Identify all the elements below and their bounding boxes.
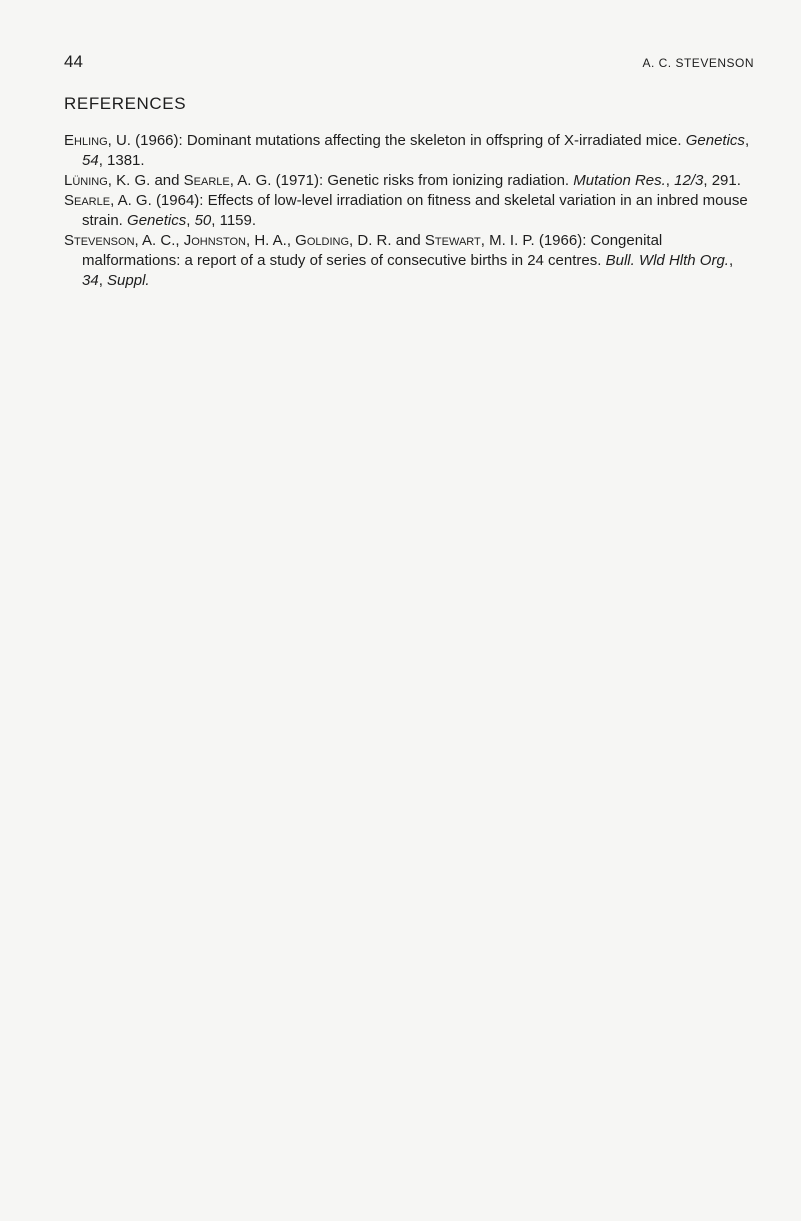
reference-item: Searle, A. G. (1964): Effects of low-level irradiation on fitness and skeletal variation in an inbred mouse strain. Genetics, 50, 1159. [64, 192, 748, 229]
reference-pages: 291. [711, 172, 741, 189]
reference-volume: 12/3 [674, 172, 704, 189]
reference-pages: Suppl. [107, 272, 150, 289]
reference-journal: Genetics [685, 132, 745, 149]
reference-authors: Lüning, K. G. [64, 172, 151, 189]
reference-authors: Stewart, M. I. P. [424, 232, 535, 249]
reference-year: (1964): [155, 192, 204, 209]
reference-journal: Genetics [127, 212, 187, 229]
reference-item: Lüning, K. G. and Searle, A. G. (1971): Genetic risks from ionizing radiation. Mutation Res., 12/3, 291. [64, 172, 741, 189]
reference-journal: Bull. Wld Hlth Org. [605, 252, 729, 269]
reference-authors: Stevenson, A. C., Johnston, H. A., Golding, D. R. [64, 232, 392, 249]
reference-and: and [154, 172, 180, 189]
reference-item: Stevenson, A. C., Johnston, H. A., Golding, D. R. and Stewart, M. I. P. (1966): Congenital malformations: a report of a study of series of consecutive births in 24 centres. Bull. Wld Hlth Org., 34, Suppl. [64, 232, 734, 289]
reference-title: Genetic risks from ionizing radiation. [327, 172, 570, 189]
reference-authors: Searle, A. G. [64, 192, 152, 209]
reference-pages: 1381. [107, 152, 145, 169]
section-title: REFERENCES [64, 94, 187, 113]
reference-year: (1971): [275, 172, 324, 189]
reference-volume: 34 [82, 272, 99, 289]
reference-title: Effects of low-level irradiation on fitness and skeletal variation in an inbred mouse strain. [82, 192, 748, 229]
reference-volume: 50 [194, 212, 212, 229]
reference-title: Congenital malformations: a report of a study of series of consecutive births in 24 centres. [82, 232, 663, 269]
page-number: 44 [64, 52, 83, 71]
reference-item: Ehling, U. (1966): Dominant mutations affecting the skeleton in offspring of X-irradiated mice. Genetics, 54, 1381. [64, 132, 750, 169]
reference-year: (1966): [538, 232, 587, 249]
reference-pages: 1159. [219, 212, 257, 229]
reference-authors: Searle, A. G. [183, 172, 272, 189]
reference-list [64, 131, 754, 291]
reference-year: (1966): [135, 132, 183, 149]
page-header [64, 52, 754, 72]
reference-and: and [395, 232, 421, 249]
reference-volume: 54 [82, 152, 99, 169]
reference-journal: Mutation Res. [573, 172, 666, 189]
reference-authors: Ehling, U. [64, 132, 131, 149]
running-head: A. C. STEVENSON [642, 56, 754, 70]
reference-title: Dominant mutations affecting the skeleton in offspring of X-irradiated mice. [186, 132, 682, 149]
